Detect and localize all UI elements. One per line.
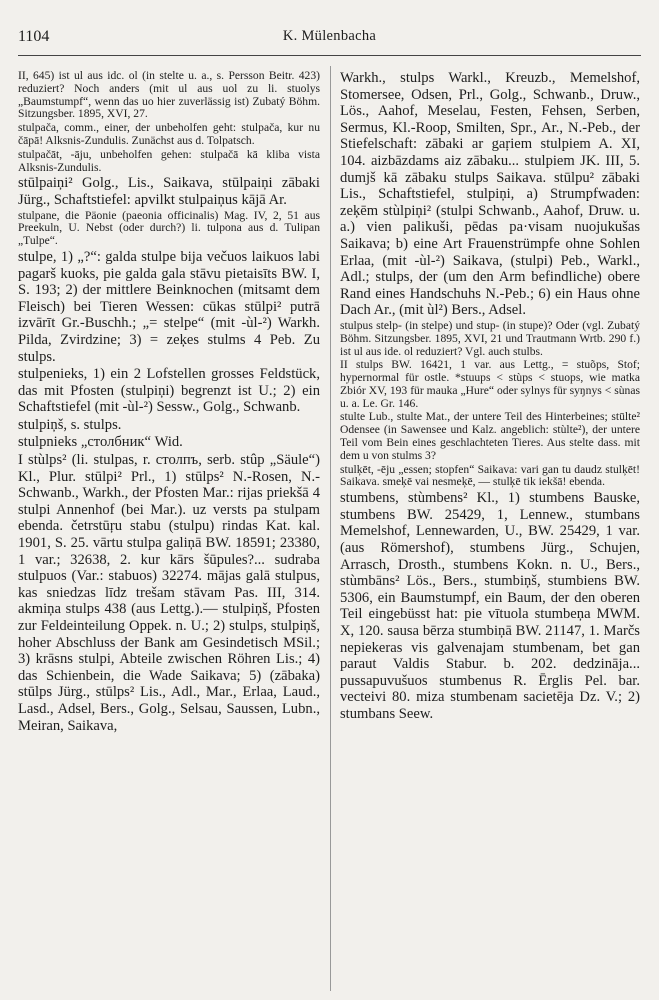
dictionary-entry: stulpnieks „столбник“ Wid.	[18, 434, 183, 451]
left-column	[18, 70, 320, 995]
header-rule	[18, 55, 641, 56]
dictionary-entry: stulpane, die Päonie (paeonia officinalis) Mag. IV, 2, 51 aus Preekuln, U. Nebst (oder durch?) li. tulpona aus d. Tulipan „Tulpe“.	[18, 208, 320, 248]
dictionary-entry: Warkh., stulps Warkl., Kreuzb., Memelshof, Stomersee, Odsen, Prl., Golg., Schwanb., Druw., Lös., Aahof, Meselau, Festen, Fehsen, Serben, Sermus, Kl.-Roop, Smilten, Spr., Ar., N.-Peb., der Stiefelschaft: zābaki ar gaŗiem stulpiem A. XI, 104. aizbāzdams aiz zābaku... stulpiem JK. III, 5. dumjš kā zābaku stulps Saikava. stūlpu² zābaki Lis., Schaftstiefel, stulpiņi, a) Strumpfwaden: zeķēm stùlpiņi² (stulpi Schwanb., Aahof, Druw. u. a.) vien palikuši, pēdas pa·visam nuojukušas Saikava; b) eine Art Frauenstrümpfe ohne Sohlen Erlaa, (mit -ùl-²) Saikava, (stulpi) Peb., Warkl., Adl.; stulps, der (um den Arm befindliche) obere Rand eines Handschuhs N.-Peb.; 6) ein Haus ohne Dach Ar., (mit ùl²) Bers., Adsel.	[340, 70, 640, 319]
dictionary-entry: stulpača, comm., einer, der unbeholfen geht: stulpača, kur nu čāpā! Alksnis-Zundulis. Zunächst aus d. Tolpatsch.	[18, 121, 320, 147]
dictionary-entry: stulķēt, -ēju „essen; stopfen“ Saikava: vari gan tu daudz stulķēt! Saikava. smeķē vai nesmeķē, — stulķē tik iekšā! ebenda.	[340, 462, 640, 489]
dictionary-entry: II stulps BW. 16421, 1 var. aus Lettg., = stuõps, Stof; hypernormal für ostle. *stuups < stùps < stuops, wie matka Zbiór XV, 193 für mauka „Hure“ oder sylnys für syŋnys < sùnas u. a. Le. Gr. 146.	[340, 358, 640, 410]
right-column	[340, 70, 640, 995]
dictionary-entry: stulte Lub., stulte Mat., der untere Teil des Hinterbeines; stūlte² Odensee (in Sawensee und Kalz. angeblich: stùlte²), der untere Teil vom Bein eines geschlachteten Tieres. Aus stelte dass. mit dem u von stulms 3?	[340, 410, 640, 462]
page-number: 1104	[18, 28, 50, 45]
dictionary-entry: I stùlps² (li. stulpas, r. столпъ, serb. stûp „Säule“) Kl., Plur. stūlpi² Prl., 1) stūlps² N.-Rosen, N.-Schwanb., Warkh., der Pfosten Mar.: rijas priekšā 4 stulpi Annenhof (bei Mar.). uz versts pa stulpam ebenda. četrstūŗu stabu (stulpu) rindas Kat. kal. 1901, S. 25. vārtu stulpa galiņā BW. 18591; 23380, 1 var.; 32638, 2. kur kārs šūpules?... sudraba stulpuos (Var.: stabuos) 32274. mājas galā stulpus, kas sniedzas līdz trešam stāvam Pas. III, 314. akmiņa stulps 438 (aus Lettg.).— stulpiņš, Pfosten zur Feldeinteilung Oppek. n. U.; 2) stulps, stulpiņš, hoher Abschluss der Bank am Gesindetisch MSil.; 3) krāsns stulpi, Abteile zwischen Röhren Lis.; 4) das Schienbein, die Wade Saikava; 5) (zābaka) stūlps Jürg., stūlps² Lis., Adl., Mar., Erlaa, Laud., Lasd., Adsel, Bers., Golg., Selsau, Saussen, Lubn., Meiran, Saikava,	[18, 452, 320, 734]
dictionary-entry: stulpiņš, s. stulps.	[18, 416, 122, 433]
running-head: K. Mülenbacha	[282, 28, 377, 44]
column-divider	[330, 66, 331, 991]
dictionary-entry: stulpe, 1) „?“: galda stulpe bija večuos laikuos labi pagarš kuoks, pie galda gala stāvu pietaisīts BW. I, S. 193; 2) der mittlere Beinknochen (mitsamt dem Fleisch) bei Tieren Wessen: cūkas stūlpi² putrā izvārīt Gr.-Buschh.; „= stelpe“ (mit -ùl-²) Warkh. Pilda, Zvirdzine; 3) = zeķes stulms 4 Peb. Zu stulps.	[18, 248, 320, 365]
dictionary-entry: stūlpaiņi² Golg., Lis., Saikava, stūlpaiņi zābaki Jürg., Schaftstiefel: apvilkt stulpaiņus kājā Ar.	[18, 175, 320, 208]
dictionary-entry: II, 645) ist ul aus idc. ol (in stelte u. a., s. Persson Beitr. 423) reduziert? Noch anders (mit ul aus uol zu li. stuolys „Baumstumpf“, wenn das uo hier zuverlässig ist) Zubatý Böhm. Sitzungsber. 1895, XVI, 27.	[18, 70, 320, 121]
page-header	[18, 28, 641, 48]
dictionary-entry: stulpačāt, -āju, unbeholfen gehen: stulpačā kā kliba vista Alksnis-Zundulis.	[18, 147, 320, 174]
dictionary-entry: stulpenieks, 1) ein 2 Lofstellen grosses Feldstück, das mit Pfosten (stulpiņi) begrenzt ist U.; 2) ein Schaftstiefel (mit -ùl-²) Sessw., Golg., Schwanb.	[18, 366, 320, 416]
dictionary-entry: stumbens, stùmbens² Kl., 1) stumbens Bauske, stumbens BW. 25429, 1, Lennew., stumbans Memelshof, Lennewarden, U., BW. 25429, 1 var. (aus Römershof), stumbens Jürg., Schujen, Arrasch, Drosth., stumbens Kokn. n. U., Bers., stùmbāns² Lös., Bers., stumbiņš, stumbiens BW. 5306, ein Baumstumpf, ein Baum, der den oberen Teil eingebüsst hat: pie vītuola stumbeņa MWM. X, 120. sausa bērza stumbiņā BW. 21147, 1. Marčs nepiekeras vis galvenajam stumbenam, bet gan paraut Valdis Stabur. b. 202. dedzināja... pussapuvušuos stumbenus R. Ērglis Pel. bar. vecteivi 80. miza stumbenam sacietēja Dz. V.; 2) stumbans Seew.	[340, 490, 640, 722]
dictionary-entry: stulpus stelp- (in stelpe) und stup- (in stupe)? Oder (vgl. Zubatý Böhm. Sitzungsber. 1895, XVI, 21 und Trautmann Wrtb. 290 f.) ist ul aus ide. ol reduziert? Vgl. auch stulbs.	[340, 318, 640, 358]
